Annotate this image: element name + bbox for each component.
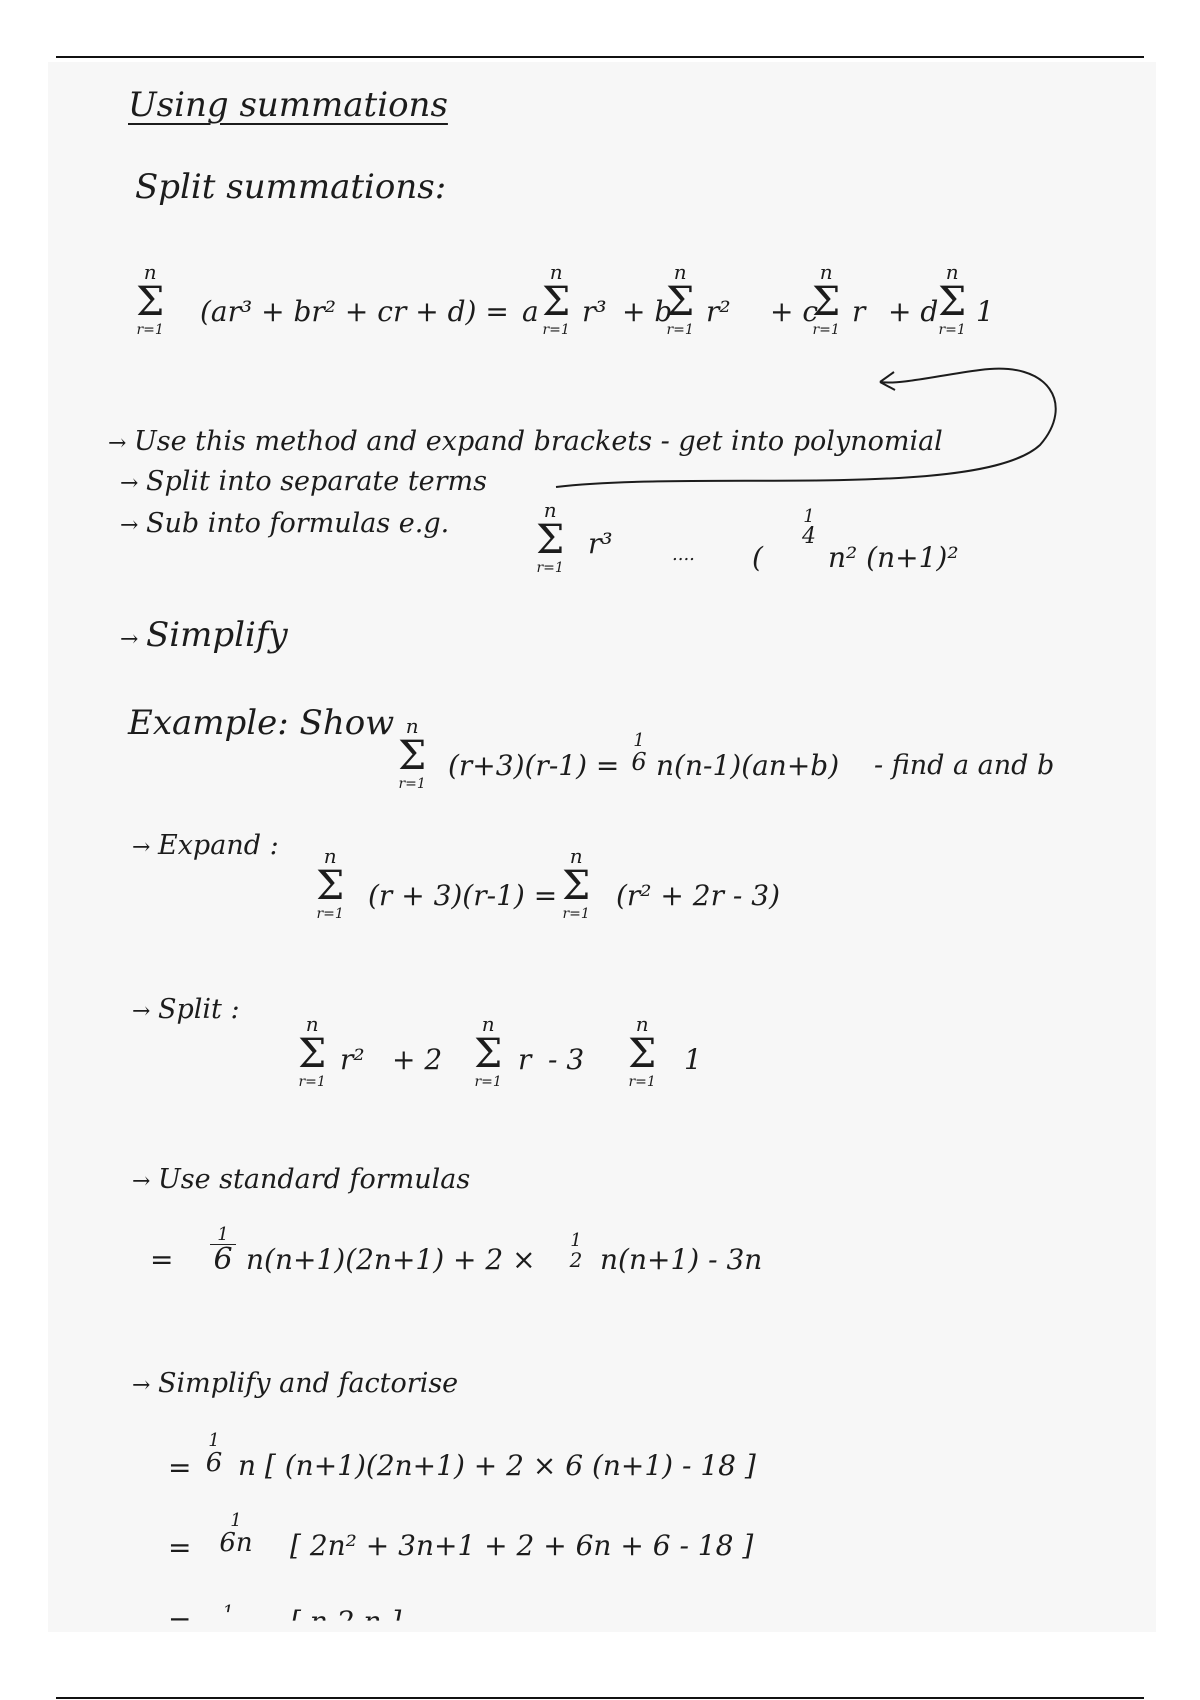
split-summations-label: Split summations: [135, 167, 447, 207]
line-1-tail: n [ (n+1)(2n+1) + 2 × 6 (n+1) - 18 ] [238, 1449, 756, 1482]
use-standard-row [132, 1166, 470, 1193]
sigma-upper: n [405, 714, 419, 738]
sigma-lower: r=1 [666, 322, 694, 338]
fraction-numerator: 1 [217, 1224, 229, 1245]
fraction-numerator: 1 [803, 506, 815, 527]
eq1-coef-a: a [522, 295, 539, 328]
step-1 [108, 428, 943, 455]
arrow-right-icon: → [132, 1373, 151, 1398]
eq1-coef-b: + b [622, 295, 673, 328]
sigma-lower: r=1 [542, 322, 570, 338]
sigma-upper: n [945, 260, 959, 284]
expand-label-row [132, 832, 279, 859]
sigma-upper: n [549, 260, 563, 284]
eg-body: r³ [588, 527, 613, 560]
sigma-upper: n [673, 260, 687, 284]
std-equals: = [150, 1243, 174, 1276]
sigma-icon: Σ [938, 279, 967, 325]
step-1-text: Use this method and expand brackets - get into polynomial [134, 426, 943, 457]
sigma-icon: Σ [298, 1031, 327, 1077]
split-3-body: 1 [684, 1043, 702, 1076]
fraction-numerator: 1 [208, 1430, 220, 1451]
simplify-factorise-row [132, 1370, 458, 1397]
fraction-numerator: 1 [230, 1510, 242, 1531]
sigma-icon: Σ [136, 279, 165, 325]
sigma-split-2 [474, 1014, 502, 1091]
sigma-example [398, 716, 426, 793]
std-part1: n(n+1)(2n+1) + 2 × [246, 1243, 536, 1276]
fraction-denominator: 6 [205, 1448, 223, 1478]
split-label-row [132, 996, 240, 1023]
eg-dots: .... [672, 544, 695, 565]
sigma-lower: r=1 [562, 906, 590, 922]
eq1-term-a-body: r³ [582, 295, 607, 328]
std-part2: n(n+1) - 3n [600, 1243, 763, 1276]
line-2-fraction [216, 1512, 256, 1556]
eg-fraction [798, 508, 820, 548]
sigma-upper: n [323, 844, 337, 868]
simplify-heading [120, 615, 288, 655]
fraction-numerator: 1 [570, 1230, 582, 1251]
line-1-fraction [204, 1432, 224, 1476]
simplify-text: Simplify [146, 615, 288, 655]
step-2 [120, 468, 487, 495]
bottom-rule [56, 1697, 1144, 1699]
arrow-right-icon: → [120, 627, 139, 652]
arrow-right-icon: → [120, 471, 139, 496]
example-note: - find a and b [874, 750, 1055, 781]
line-2-tail: [ 2n² + 3n+1 + 2 + 6n + 6 - 18 ] [290, 1529, 754, 1562]
arrow-right-icon: → [132, 999, 151, 1024]
sigma-icon: Σ [474, 1031, 503, 1077]
sigma-split-1 [298, 1014, 326, 1091]
eq1-term-c-body: r [852, 295, 866, 328]
split-label: Split : [158, 994, 240, 1025]
fraction-denominator: 2 [569, 1248, 583, 1272]
eg-lead: ( [752, 541, 763, 574]
expand-label: Expand : [158, 830, 279, 861]
sigma-upper: n [635, 1012, 649, 1036]
sigma-upper: n [305, 1012, 319, 1036]
example-fraction [628, 732, 650, 774]
line-2-equals: = [168, 1531, 192, 1564]
eq1-term-b-body: r² [706, 295, 731, 328]
simplify-factorise-label: Simplify and factorise [158, 1368, 459, 1399]
sigma-icon: Σ [536, 517, 565, 563]
sigma-main [136, 262, 164, 339]
sigma-icon: Σ [316, 863, 345, 909]
sigma-upper: n [143, 260, 157, 284]
sigma-icon: Σ [628, 1031, 657, 1077]
fraction-denominator: 6 [631, 748, 647, 776]
step-3-text: Sub into formulas e.g. [146, 508, 450, 539]
sigma-upper: n [569, 844, 583, 868]
fraction-denominator: 6n [219, 1528, 253, 1558]
fraction-denominator: 4 [802, 524, 816, 549]
example-label: Example: Show [128, 703, 395, 743]
step-2-text: Split into separate terms [146, 466, 488, 497]
arrow-right-icon: → [132, 835, 151, 860]
std-fraction [210, 1226, 236, 1275]
std-fraction-2 [566, 1232, 586, 1270]
sigma-lower: r=1 [298, 1074, 326, 1090]
example-body: (r+3)(r-1) = [448, 749, 620, 782]
sigma-icon: Σ [666, 279, 695, 325]
sigma-upper: n [481, 1012, 495, 1036]
arrow-right-icon: → [120, 513, 139, 538]
sigma-term-c [812, 262, 840, 339]
step-3 [120, 510, 449, 537]
arrow-right-icon: → [132, 1169, 151, 1194]
eg-rest: n² (n+1)² [828, 541, 959, 574]
expand-left-body: (r + 3)(r-1) = [368, 879, 558, 912]
sigma-lower: r=1 [316, 906, 344, 922]
sigma-icon: Σ [398, 733, 427, 779]
arrow-right-icon: → [108, 431, 127, 456]
sigma-term-d [938, 262, 966, 339]
sigma-icon: Σ [812, 279, 841, 325]
split-1-body: r² [340, 1043, 365, 1076]
sigma-lower: r=1 [474, 1074, 502, 1090]
sigma-icon: Σ [562, 863, 591, 909]
sigma-upper: n [819, 260, 833, 284]
split-1-after: + 2 [392, 1043, 443, 1076]
sigma-lower: r=1 [628, 1074, 656, 1090]
eq1-coef-c: + c [770, 295, 819, 328]
eq1-expression: (ar³ + br² + cr + d) = [200, 295, 509, 328]
example-rhs: n(n-1)(an+b) [656, 749, 840, 782]
sigma-term-a [542, 262, 570, 339]
page-title: Using summations [128, 85, 448, 125]
sigma-lower: r=1 [536, 560, 564, 576]
sigma-lower: r=1 [398, 776, 426, 792]
sigma-term-b [666, 262, 694, 339]
sigma-icon: Σ [542, 279, 571, 325]
sigma-expand-left [316, 846, 344, 923]
expand-right-body: (r² + 2r - 3) [616, 879, 780, 912]
fraction-numerator: 1 [633, 730, 645, 751]
sigma-lower: r=1 [136, 322, 164, 338]
line-1-equals: = [168, 1451, 192, 1484]
split-2-body: r [518, 1043, 532, 1076]
sigma-example-formula [536, 500, 564, 577]
split-2-after: - 3 [548, 1043, 585, 1076]
eq1-coef-d: + d [888, 295, 939, 328]
sigma-upper: n [543, 498, 557, 522]
fraction-denominator: 6 [213, 1242, 233, 1277]
sigma-lower: r=1 [938, 322, 966, 338]
sigma-expand-right [562, 846, 590, 923]
sigma-lower: r=1 [812, 322, 840, 338]
sigma-split-3 [628, 1014, 656, 1091]
use-standard-label: Use standard formulas [158, 1164, 471, 1195]
eq1-term-d-body: 1 [976, 295, 994, 328]
